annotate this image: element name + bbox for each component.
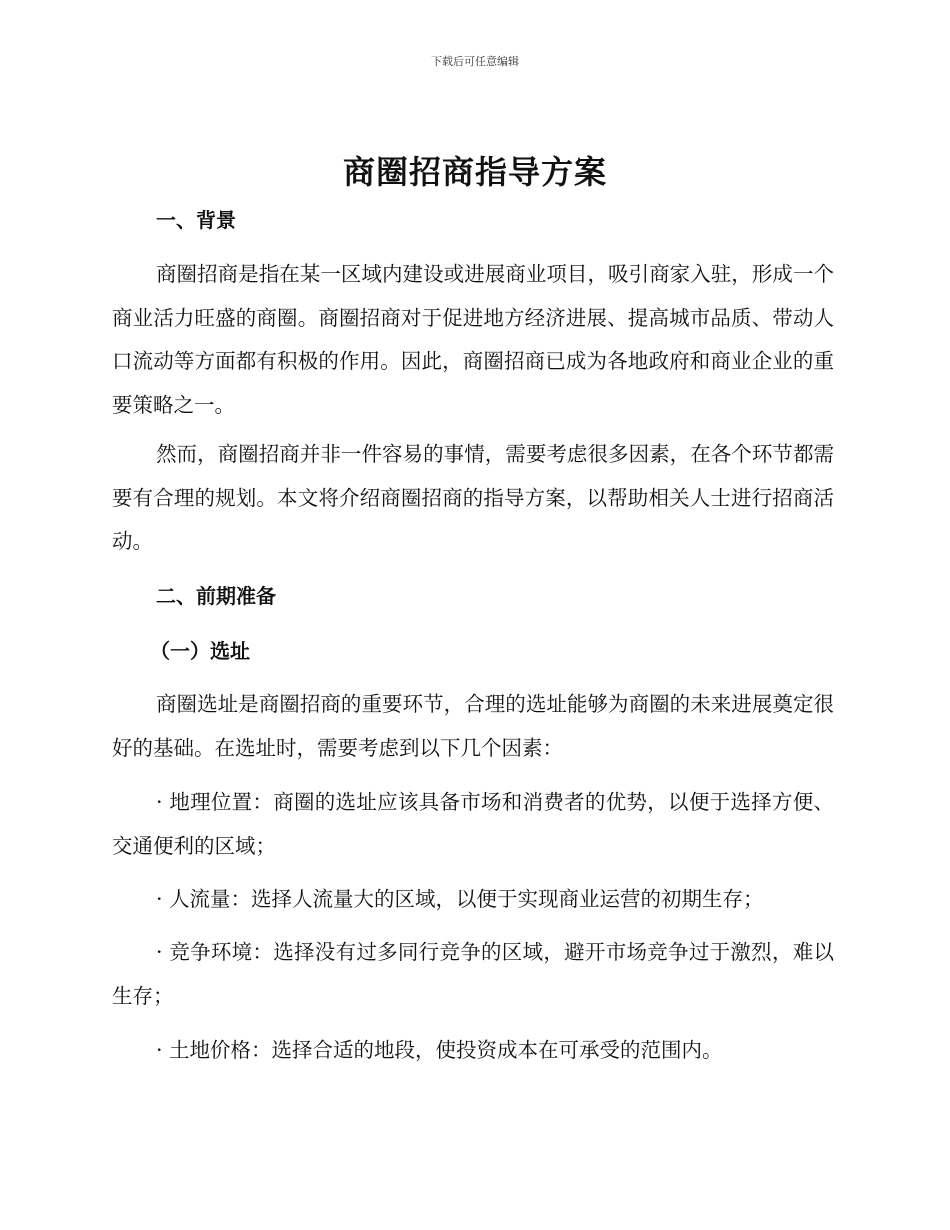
section-heading-background: 一、背景: [156, 208, 236, 232]
paragraph-site-selection: 商圈选址是商圈招商的重要环节，合理的选址能够为商圈的未来进展奠定很好的基础。在选址时，需要考虑到以下几个因素：: [112, 692, 834, 760]
subsection-heading-site-selection: （一）选址: [150, 639, 250, 663]
document-title: 商圈招商指导方案: [342, 153, 607, 191]
paragraph-background-1: 商圈招商是指在某一区域内建设或进展商业项目，吸引商家入驻，形成一个商业活力旺盛的商圈。商圈招商对于促进地方经济进展、提高城市品质、带动人口流动等方面都有积极的作用。因此，商圈招商已成为各地政府和商业企业的重要策略之一。: [112, 262, 834, 417]
bullet-item-foot-traffic: · 人流量：选择人流量大的区域，以便于实现商业运营的初期生存；: [156, 887, 764, 911]
bullet-item-land-price: · 土地价格：选择合适的地段，使投资成本在可承受的范围内。: [156, 1038, 723, 1062]
bullet-item-competition: · 竞争环境：选择没有过多同行竞争的区域，避开市场竞争过于激烈，难以生存；: [112, 940, 834, 1008]
section-heading-preparation: 二、前期准备: [156, 584, 276, 608]
paragraph-background-2: 然而，商圈招商并非一件容易的事情，需要考虑很多因素，在各个环节都需要有合理的规划。本文将介绍商圈招商的指导方案，以帮助相关人士进行招商活动。: [112, 442, 834, 553]
bullet-item-location: · 地理位置：商圈的选址应该具备市场和消费者的优势，以便于选择方便、交通便利的区域；: [112, 790, 834, 858]
page-header-note: 下载后可任意编辑: [431, 55, 519, 68]
